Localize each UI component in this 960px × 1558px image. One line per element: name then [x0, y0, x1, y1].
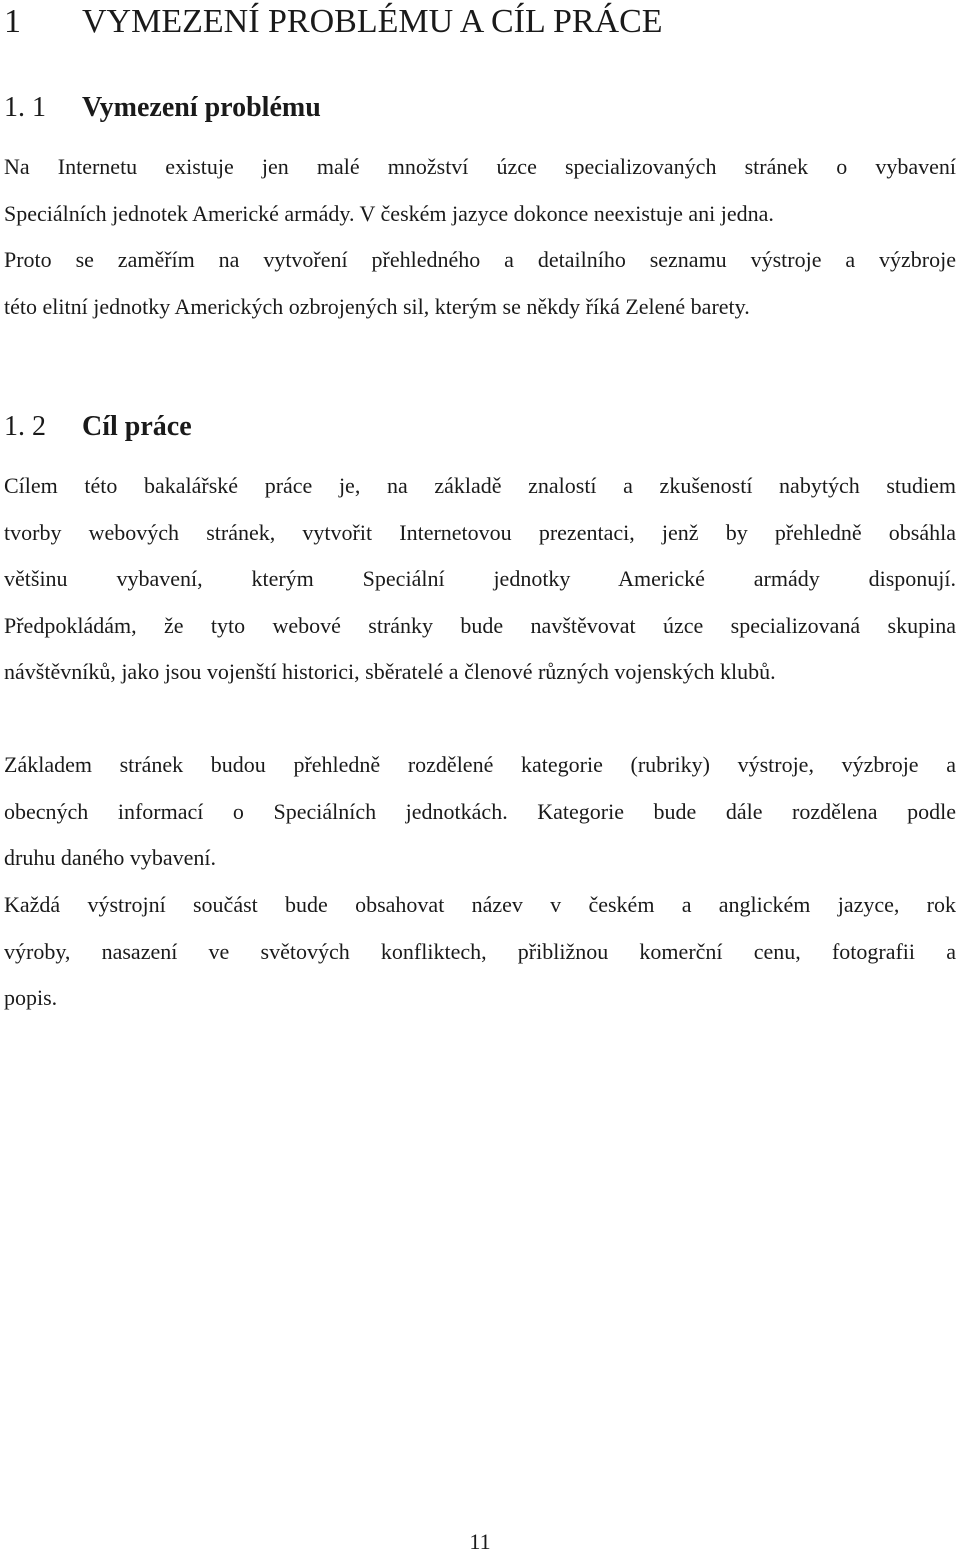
paragraph-line: Každá výstrojní součást bude obsahovat název v českém a anglickém jazyce, rok [4, 892, 956, 917]
paragraph-line: Předpokládám, že tyto webové stránky bude navštěvovat úzce specializovaná skupina [4, 612, 956, 638]
chapter-title: VYMEZENÍ PROBLÉMU A CÍL PRÁCE [82, 3, 663, 40]
chapter-number: 1 [4, 3, 21, 40]
paragraph-line: Základem stránek budou přehledně rozdělené kategorie (rubriky) výstroje, výzbroje a [4, 752, 956, 777]
paragraph-problem-definition [4, 144, 956, 330]
paragraph-site-categories [4, 742, 956, 882]
paragraph-line: tvorby webových stránek, vytvořit Internetovou prezentaci, jenž by přehledně obsáhla [4, 519, 956, 545]
page-number: 11 [469, 1529, 491, 1554]
paragraph-line: popis. [4, 985, 58, 1010]
paragraph-thesis-goal [4, 463, 956, 696]
section-heading-1-1 [4, 91, 956, 125]
section-number: 1. 2 [4, 411, 46, 442]
paragraph-line: návštěvníků, jako jsou vojenští historici, sběratelé a členové různých vojenských klubů. [4, 659, 776, 684]
section-title: Cíl práce [82, 411, 192, 442]
paragraph-line: druhu daného vybavení. [4, 845, 216, 870]
paragraph-line: Na Internetu existuje jen malé množství úzce specializovaných stránek o vybavení [4, 154, 956, 179]
section-heading-1-2 [4, 410, 956, 444]
chapter-heading [4, 2, 956, 42]
paragraph-line: výroby, nasazení ve světových konfliktech, přibližnou komerční cenu, fotografii a [4, 938, 956, 964]
paragraph-line: Proto se zaměřím na vytvoření přehledného a detailního seznamu výstroje a výzbroje [4, 247, 956, 272]
paragraph-item-contents [4, 882, 956, 1022]
paragraph-line: obecných informací o Speciálních jednotkách. Kategorie bude dále rozdělena podle [4, 798, 956, 824]
section-number: 1. 1 [4, 92, 46, 123]
paragraph-line: většinu vybavení, kterým Speciální jednotky Americké armády disponují. [4, 566, 956, 591]
paragraph-line: této elitní jednotky Amerických ozbrojených sil, kterým se někdy říká Zelené barety. [4, 293, 750, 319]
section-title: Vymezení problému [82, 92, 321, 123]
paragraph-line: Cílem této bakalářské práce je, na základě znalostí a zkušeností nabytých studiem [4, 473, 956, 498]
paragraph-line: Speciálních jednotek Americké armády. V českém jazyce dokonce neexistuje ani jedna. [4, 200, 774, 226]
